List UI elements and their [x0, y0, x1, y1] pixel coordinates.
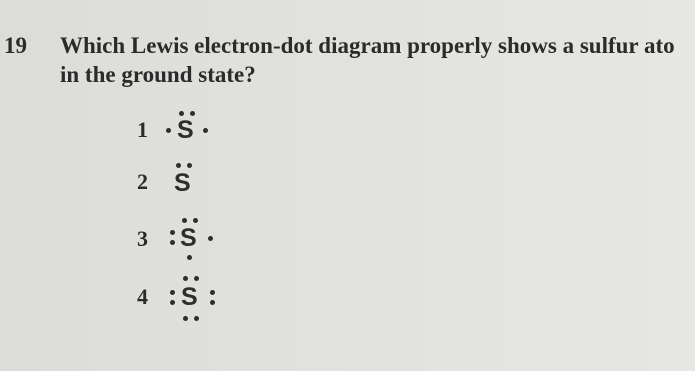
choice-4-dot-right-lower — [210, 300, 215, 305]
choice-1-dot-left — [166, 128, 171, 133]
choice-3-symbol: S — [180, 224, 197, 252]
question-line-2: in the ground state? — [60, 62, 256, 87]
choice-3-dot-right — [208, 236, 213, 241]
choice-4-dot-top-right — [194, 276, 199, 281]
choice-4-symbol: S — [181, 283, 198, 311]
choice-2-symbol: S — [174, 169, 191, 197]
choice-2-number: 2 — [137, 169, 148, 194]
choice-1-number: 1 — [137, 117, 148, 142]
choice-3-dot-left-upper — [170, 230, 175, 235]
question-line-1: Which Lewis electron-dot diagram properly shows a sulfur ato — [60, 33, 675, 58]
choice-3-number: 3 — [137, 226, 148, 251]
choice-3-dot-top-right — [193, 218, 198, 223]
choice-4-dot-bottom-right — [194, 316, 199, 321]
choice-1-dot-right — [203, 128, 208, 133]
choice-1-dot-top-right — [190, 111, 195, 116]
choice-3-dot-top-left — [182, 218, 187, 223]
choice-4-dot-left-lower — [170, 300, 175, 305]
choice-4-dot-right-upper — [210, 290, 215, 295]
question-number: 19 — [4, 33, 27, 58]
choice-1-dot-top-left — [179, 111, 184, 116]
choice-4-dot-left-upper — [170, 290, 175, 295]
choice-4-dot-bottom-left — [183, 316, 188, 321]
choice-1-symbol: S — [177, 116, 194, 144]
choice-3-dot-bottom — [187, 255, 192, 260]
choice-3-dot-left-lower — [170, 240, 175, 245]
choice-2-dot-top-right — [187, 163, 192, 168]
choice-4-dot-top-left — [183, 276, 188, 281]
question-text — [60, 31, 695, 89]
choice-2-dot-top-left — [176, 163, 181, 168]
choice-4-number: 4 — [137, 284, 148, 309]
